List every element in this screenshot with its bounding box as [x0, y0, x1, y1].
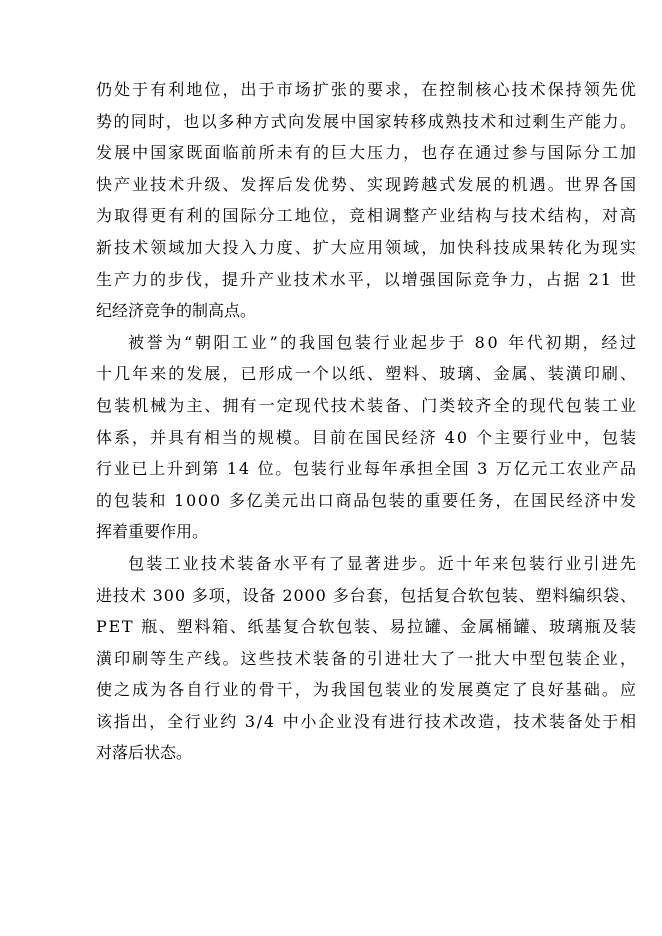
- text-line: 的包装和 1000 多亿美元出口商品包装的重要任务，在国民经济中发: [96, 490, 638, 510]
- text-line: 进技术 300 多项，设备 2000 多台套，包括复合软包装、塑料编织袋、: [96, 585, 637, 605]
- text-line: 纪经济竞争的制高点。: [96, 301, 257, 321]
- text-line: PET 瓶、塑料箱、纸基复合软包装、易拉罐、金属桶罐、玻璃瓶及装: [96, 617, 638, 637]
- text-line: 十几年来的发展，已形成一个以纸、塑料、玻璃、金属、装潢印刷、: [96, 364, 639, 384]
- paragraph-first-line: 包装工业技术装备水平有了显著进步。近十年来包装行业引进先: [128, 553, 639, 573]
- text-line: 发展中国家既面临前所未有的巨大压力，也存在通过参与国际分工加: [96, 143, 639, 163]
- text-line: 挥着重要作用。: [96, 522, 209, 542]
- text-line: 行业已上升到第 14 位。包装行业每年承担全国 3 万亿元工农业产品: [96, 459, 638, 479]
- text-line: 仍处于有利地位，出于市场扩张的要求，在控制核心技术保持领先优: [96, 80, 639, 99]
- text-line: 对落后状态。: [96, 743, 193, 763]
- paragraph-first-line: 被誉为“朝阳工业”的我国包装行业起步于 80 年代初期，经过: [128, 332, 639, 352]
- text-line: 快产业技术升级、发挥后发优势、实现跨越式发展的机遇。世界各国: [96, 174, 639, 194]
- text-line: 势的同时，也以多种方式向发展中国家转移成熟技术和过剩生产能力。: [96, 111, 638, 131]
- text-line: 生产力的步伐，提升产业技术水平，以增强国际竞争力，占据 21 世: [96, 269, 638, 289]
- text-line: 使之成为各自行业的骨干，为我国包装业的发展奠定了良好基础。应: [96, 680, 639, 700]
- text-line: 新技术领域加大投入力度、扩大应用领域，加快科技成果转化为现实: [96, 237, 639, 257]
- text-line: 包装机械为主、拥有一定现代技术装备、门类较齐全的现代包装工业: [96, 395, 639, 415]
- body-text: [96, 74, 639, 769]
- text-line: 该指出，全行业约 3/4 中小企业没有进行技术改造，技术装备处于相: [96, 711, 638, 731]
- text-line: 潢印刷等生产线。这些技术装备的引进壮大了一批大中型包装企业，: [96, 648, 639, 668]
- text-line: 体系，并具有相当的规模。目前在国民经济 40 个主要行业中，包装: [96, 427, 638, 447]
- text-line: 为取得更有利的国际分工地位，竞相调整产业结构与技术结构，对高: [96, 206, 639, 226]
